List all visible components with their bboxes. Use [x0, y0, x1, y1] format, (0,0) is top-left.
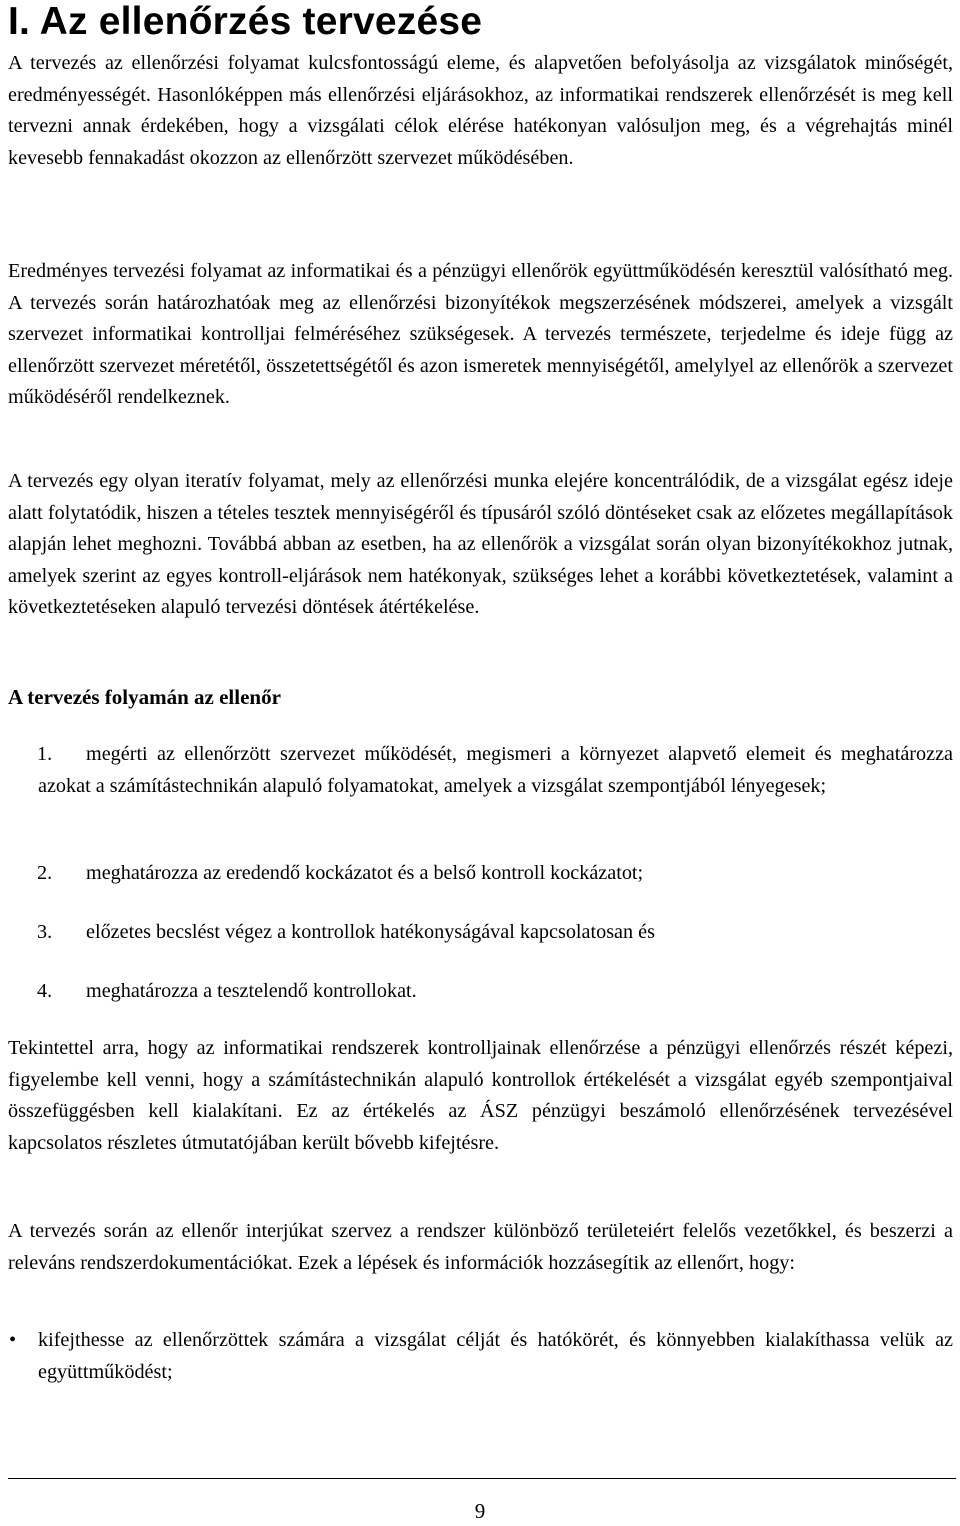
- list-number: 3.: [37, 921, 53, 943]
- page-title: I. Az ellenőrzés tervezése: [8, 0, 483, 43]
- list-item-text: előzetes becslést végez a kontrollok hatékonyságával kapcsolatosan és: [86, 921, 655, 943]
- document-page: [8, 0, 956, 1383]
- list-number: 4.: [37, 980, 53, 1002]
- list-item-text: meghatározza a tesztelendő kontrollokat.: [86, 980, 417, 1002]
- paragraph-interviews: A tervezés során az ellenőr interjúkat szervez a rendszer különböző területeiért felelős vezetőkkel, és beszerzi a releváns rendszerdokumentációkat. Ezek a lépések és információk hozzásegítik az ellenőrt, hogy:: [8, 1220, 953, 1274]
- bullet-icon: •: [9, 1329, 17, 1351]
- paragraph-iterative: A tervezés egy olyan iteratív folyamat, mely az ellenőrzési munka elejére koncentrálódik, de a vizsgálat egész ideje alatt folytatódik, hiszen a tételes tesztek mennyiségéről és típusáról szóló döntéseket csak az előzetes megállapítások alapján lehet meghozni. Továbbá abban az esetben, ha az ellenőrök a vizsgálat során olyan bizonyítékokhoz jutnak, amelyek szerint az egyes kontroll-eljárások nem hatékonyak, szükséges lehet a korábbi következtetések, valamint a következtetéseken alapuló tervezési döntések átértékelése.: [8, 470, 953, 618]
- numbered-list-item: [8, 739, 953, 802]
- bullet-item-text: kifejthesse az ellenőrzöttek számára a vizsgálat célját és hatókörét, és könnyebben kialakíthassa velük az együttműködést;: [38, 1329, 953, 1383]
- page-number: 9: [474, 1499, 486, 1523]
- bullet-list-item: [8, 1325, 953, 1388]
- numbered-list-item: [8, 976, 953, 1008]
- paragraph-cooperation: Eredményes tervezési folyamat az informatikai és a pénzügyi ellenőrök együttműködésén keresztül valósítható meg. A tervezés során határozhatóak meg az ellenőrzési bizonyítékok megszerzésének módszerei, amelyek a vizsgált szervezet informatikai kontrolljai felméréséhez szükségesek. A tervezés természete, terjedelme és ideje függ az ellenőrzött szervezet méretétől, összetettségétől és azon ismeretek mennyiségétől, amelylyel az ellenőrök a szervezet működéséről rendelkeznek.: [8, 260, 953, 408]
- paragraph-evaluation: Tekintettel arra, hogy az informatikai rendszerek kontrolljainak ellenőrzése a pénzügyi ellenőrzés részét képezi, figyelembe kell venni, hogy a számítástechnikán alapuló kontrollok értékelését a vizsgálat egyéb szempontjaival összefüggésben kell kialakítani. Ez az értékelés az ÁSZ pénzügyi beszámoló ellenőrzésének tervezésével kapcsolatos részletes útmutatójában került bővebb kifejtésre.: [8, 1037, 953, 1154]
- paragraph-intro: A tervezés az ellenőrzési folyamat kulcsfontosságú eleme, és alapvetően befolyásolja az vizsgálatok minőségét, eredményességét. Hasonlóképpen más ellenőrzési eljárásokhoz, az informatikai rendszerek ellenőrzését is meg kell tervezni annak érdekében, hogy a vizsgálati célok elérése hatékonyan valósuljon meg, és a végrehajtás minél kevesebb fennakadást okozzon az ellenőrzött szervezet működésében.: [8, 52, 953, 169]
- numbered-list-item: [8, 917, 953, 949]
- list-item-text: meghatározza az eredendő kockázatot és a belső kontroll kockázatot;: [86, 862, 644, 884]
- list-item-text: megérti az ellenőrzött szervezet működését, megismeri a környezet alapvető elemeit és meghatározza azokat a számítástechnikán alapuló folyamatokat, amelyek a vizsgálat szempontjából lényegesek;: [38, 743, 953, 797]
- list-number: 1.: [37, 743, 53, 765]
- numbered-list-item: [8, 858, 953, 890]
- footer-divider: [8, 1478, 956, 1479]
- list-number: 2.: [37, 862, 53, 884]
- subheading: A tervezés folyamán az ellenőr: [8, 685, 281, 709]
